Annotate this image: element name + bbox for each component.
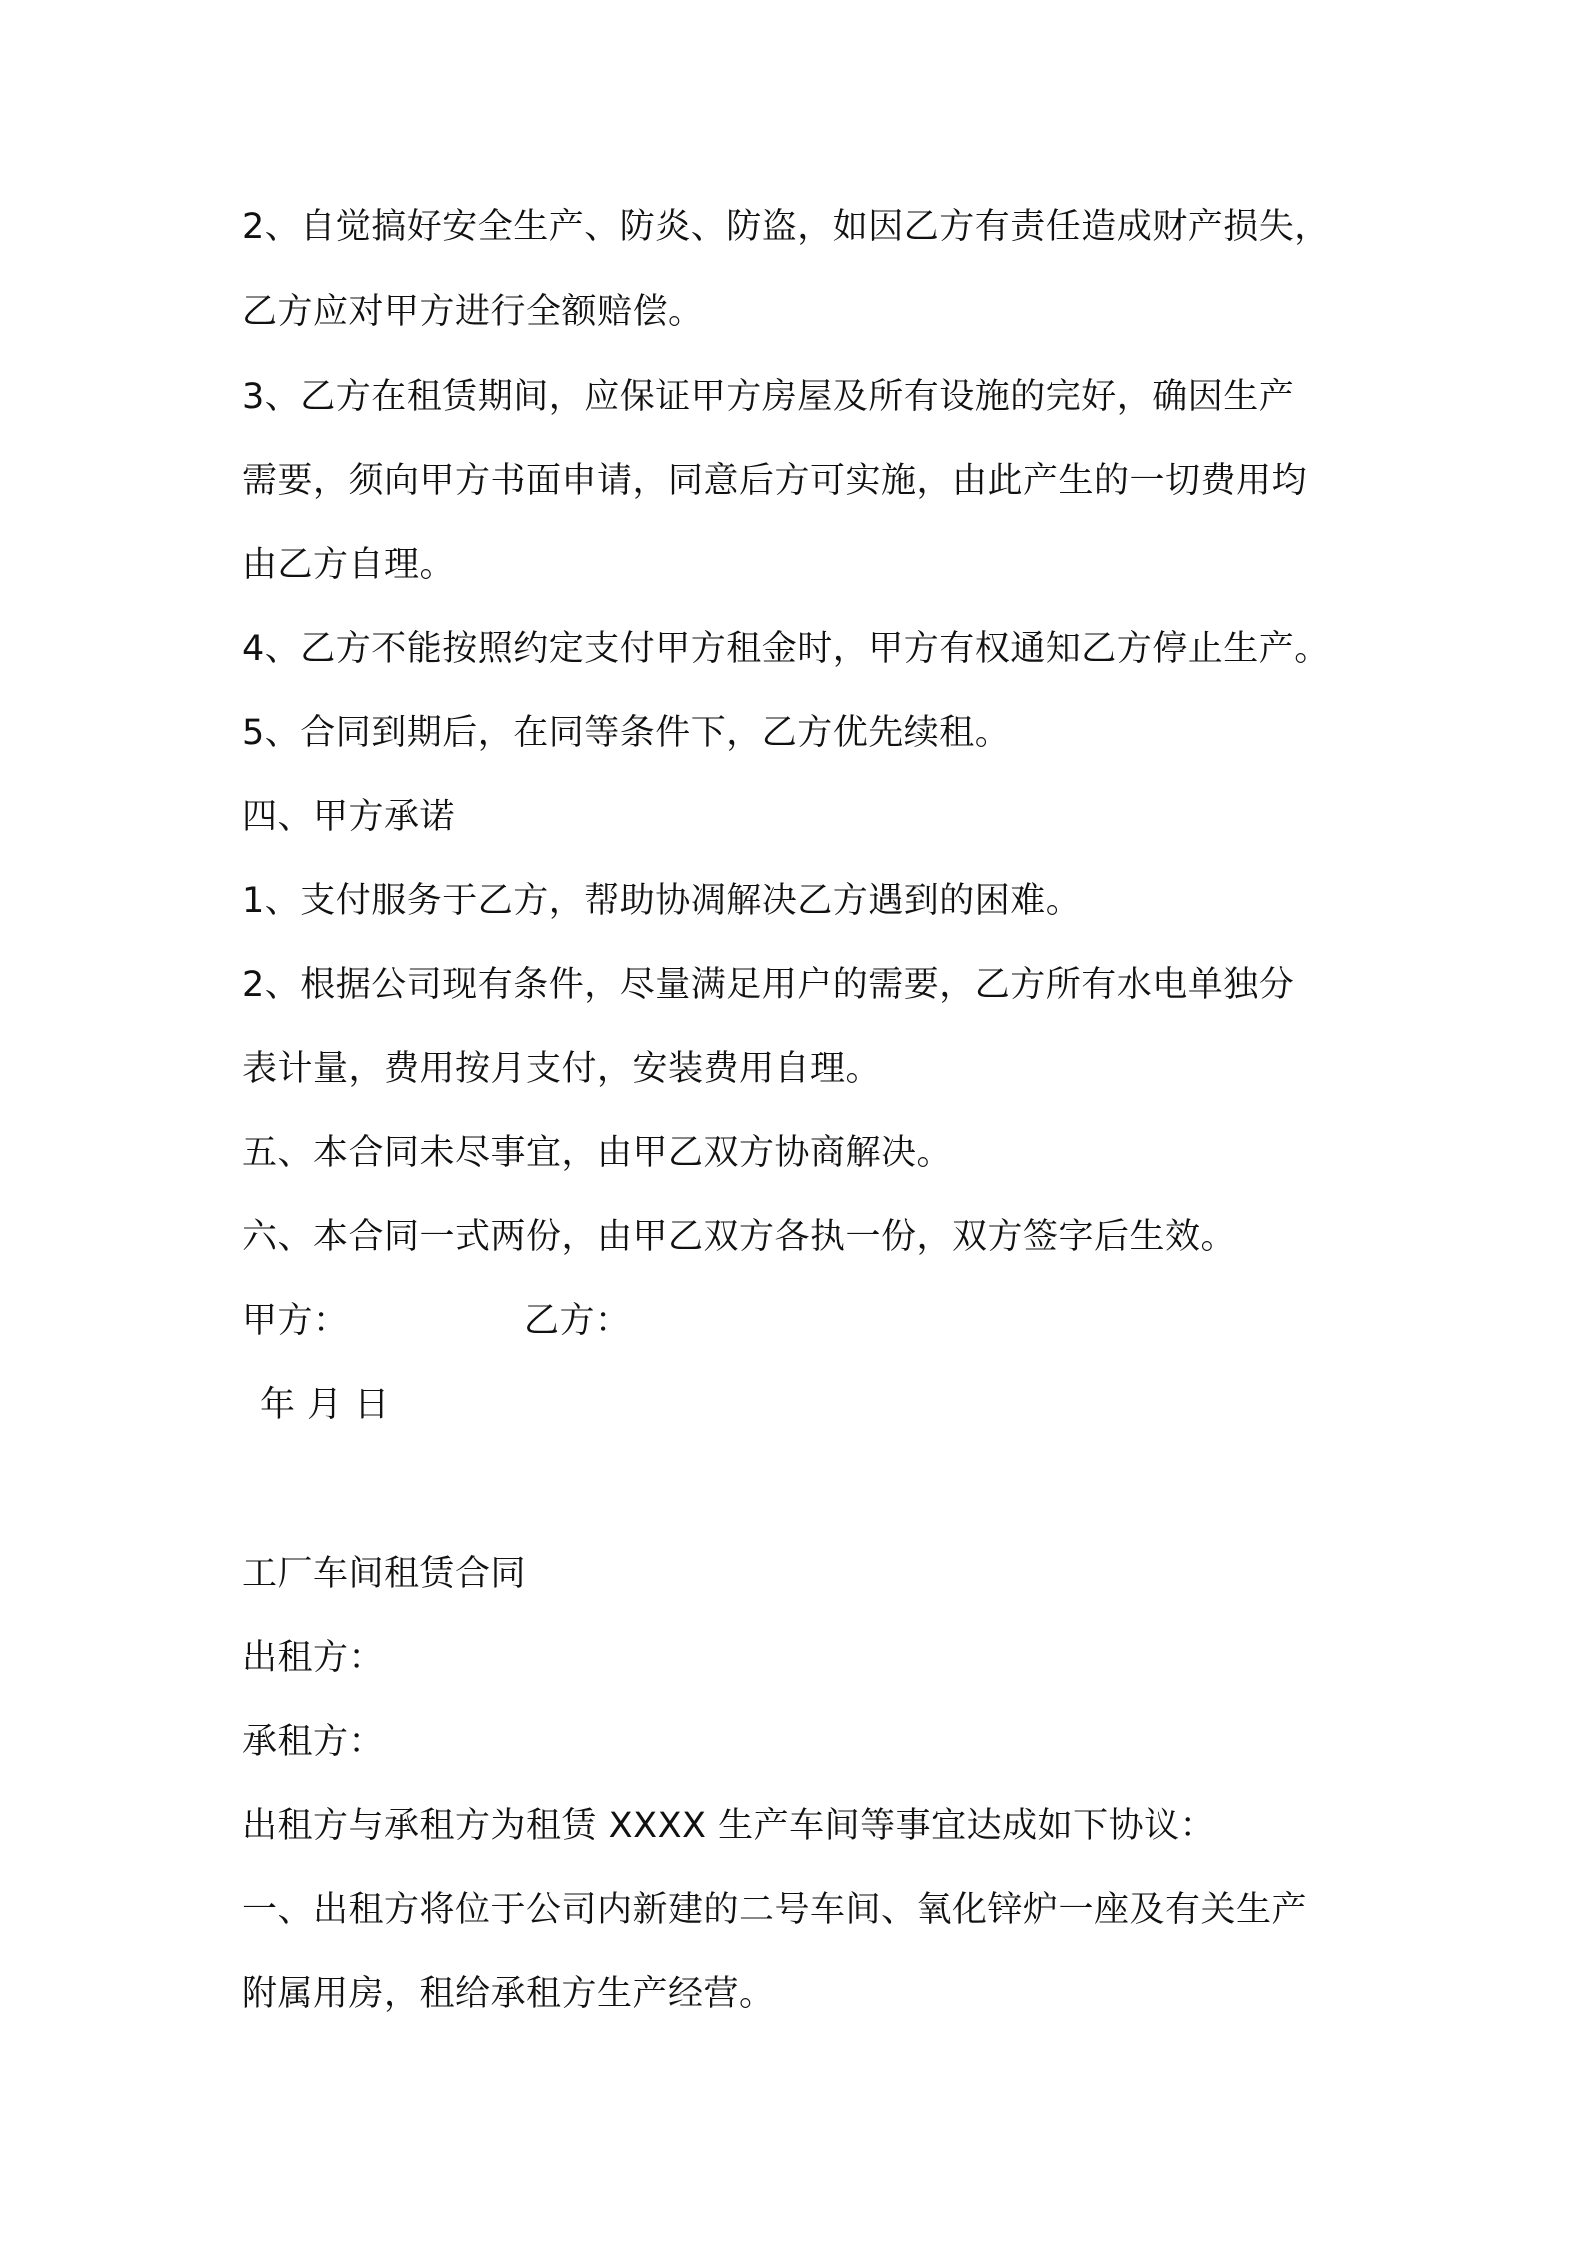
- clause-2-line-1: 2、自觉搞好安全生产、防炎、防盗，如因乙方有责任造成财产损失，: [242, 207, 1330, 247]
- signature-party-b: 乙方：: [524, 1301, 631, 1341]
- clause-1-line-2: 附属用房，租给承租方生产经营。: [242, 1974, 775, 2014]
- section-4-heading: 四、甲方承诺: [242, 797, 456, 837]
- date-line: 年 月 日: [260, 1385, 390, 1425]
- clause-4-line: 4、乙方不能按照约定支付甲方租金时，甲方有权通知乙方停止生产。: [242, 629, 1330, 669]
- second-contract-title: 工厂车间租赁合同: [242, 1554, 527, 1594]
- lessor-line: 出租方：: [242, 1638, 385, 1678]
- signature-party-a: 甲方：: [242, 1301, 349, 1341]
- section-4-clause-1: 1、支付服务于乙方，帮助协凋解决乙方遇到的困难。: [242, 881, 1082, 921]
- clause-5-line: 5、合同到期后，在同等条件下，乙方优先续租。: [242, 713, 1011, 753]
- clause-2-line-2: 乙方应对甲方进行全额赔偿。: [242, 292, 704, 332]
- section-4-clause-2-line-1: 2、根据公司现有条件，尽量满足用户的需要，乙方所有水电单独分: [242, 965, 1295, 1005]
- clause-1-line-1: 一、出租方将位于公司内新建的二号车间、氧化锌炉一座及有关生产: [242, 1890, 1308, 1930]
- clause-3-line-3: 由乙方自理。: [242, 545, 456, 585]
- section-4-clause-2-line-2: 表计量，费用按月支付，安装费用自理。: [242, 1049, 882, 1089]
- agreement-intro: 出租方与承租方为租赁 XXXX 生产车间等事宜达成如下协议：: [242, 1806, 1216, 1846]
- section-5-line: 五、本合同未尽事宜，由甲乙双方协商解决。: [242, 1133, 953, 1173]
- clause-3-line-1: 3、乙方在租赁期间，应保证甲方房屋及所有设施的完好，确因生产: [242, 377, 1295, 417]
- clause-3-line-2: 需要，须向甲方书面申请，同意后方可实施，由此产生的一切费用均: [242, 461, 1308, 501]
- section-6-line: 六、本合同一式两份，由甲乙双方各执一份，双方签字后生效。: [242, 1217, 1237, 1257]
- lessee-line: 承租方：: [242, 1722, 385, 1762]
